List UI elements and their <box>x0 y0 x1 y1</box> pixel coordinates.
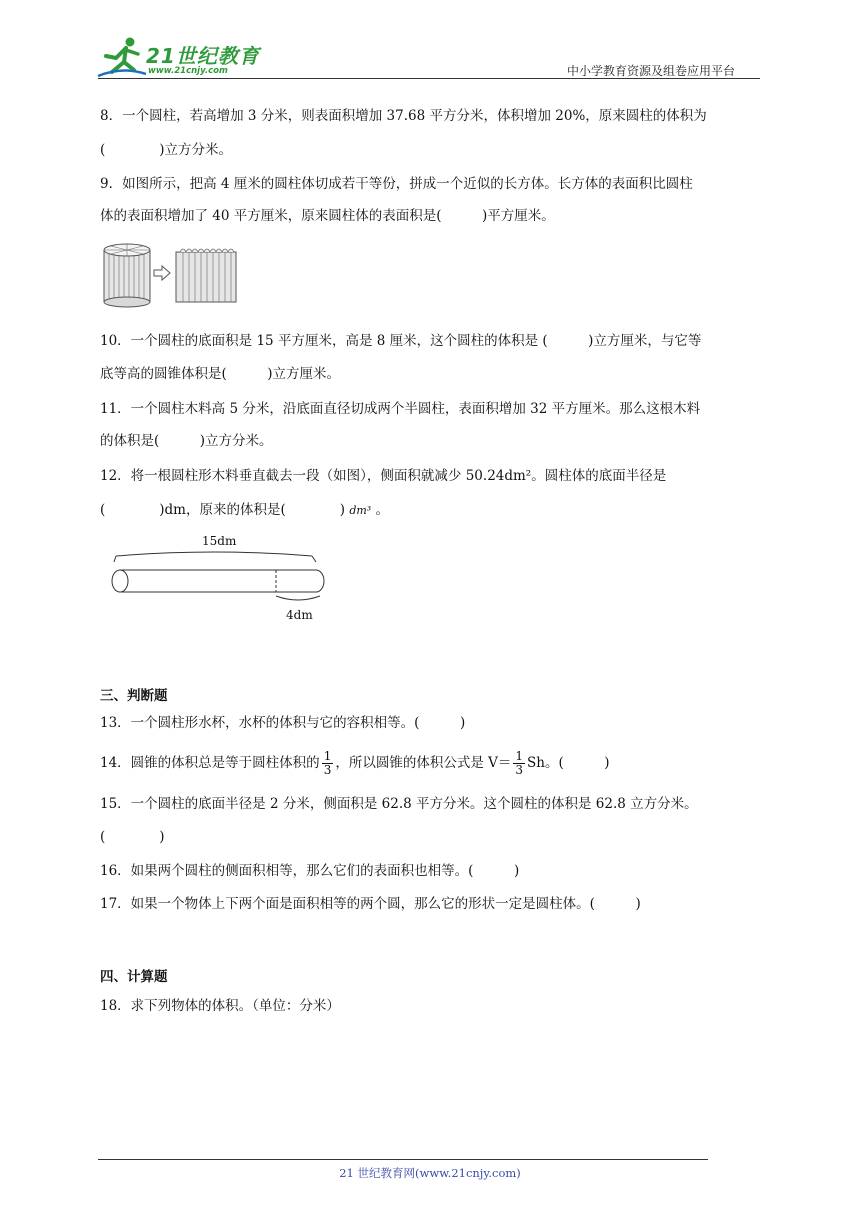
header-rule <box>98 78 760 79</box>
question-12-text: ( )dm，原来的体积是( ) <box>100 502 346 518</box>
question-14-part-1: 14．圆锥的体积总是等于圆柱体积的 <box>100 755 320 771</box>
fraction-denominator: 3 <box>515 762 524 777</box>
question-15-line-1: 15．一个圆柱的底面半径是 2 分米，侧面积是 62.8 平方分米。这个圆柱的体积是 62.8 立方分米。 <box>100 796 698 812</box>
question-8-line-2: ( )立方分米。 <box>100 142 233 158</box>
question-15-line-2: ( ) <box>100 829 165 845</box>
section-3-title: 三、判断题 <box>100 688 168 704</box>
question-9-line-1: 9．如图所示，把高 4 厘米的圆柱体切成若干等份，拼成一个近似的长方体。长方体的表面积比圆柱 <box>100 176 693 192</box>
fraction-numerator: 1 <box>323 748 332 763</box>
fraction-denominator: 3 <box>323 762 332 777</box>
question-8-line-1: 8．一个圆柱，若高增加 3 分米，则表面积增加 37.68 平方分米，体积增加 20%，原来圆柱的体积为 <box>100 108 707 124</box>
cuboid-shape <box>176 249 236 302</box>
log-figure <box>104 532 344 632</box>
length-label-15dm: 15dm <box>202 534 237 548</box>
cylinder-to-cuboid-figure <box>100 240 240 308</box>
question-10-line-1: 10．一个圆柱的底面积是 15 平方厘米，高是 8 厘米，这个圆柱的体积是 ( )立方厘米，与它等 <box>100 333 702 349</box>
logo-runner-icon <box>96 36 148 78</box>
question-14-part-2: ，所以圆锥的体积公式是 V＝ <box>335 755 512 771</box>
unit-dm3: dm³ <box>349 504 372 517</box>
fraction-one-third-formula <box>513 750 525 777</box>
logo-sub-text: www.21cnjy.com <box>148 66 228 76</box>
logo-main-text: 21世纪教育 <box>146 44 260 68</box>
footer-rule <box>98 1159 708 1160</box>
fraction-numerator: 1 <box>515 748 524 763</box>
length-label-4dm: 4dm <box>286 608 313 622</box>
fraction-one-third <box>322 750 334 777</box>
cylinder-shape <box>104 244 150 307</box>
question-11-line-2: 的体积是( )立方分米。 <box>100 433 273 449</box>
question-13: 13．一个圆柱形水杯，水杯的体积与它的容积相等。( ) <box>100 715 466 731</box>
footer-text: 21 世纪教育网(www.21cnjy.com) <box>339 1166 521 1180</box>
question-18: 18．求下列物体的体积。（单位：分米） <box>100 998 340 1014</box>
platform-name: 中小学教育资源及组卷应用平台 <box>567 64 736 78</box>
section-4-title: 四、计算题 <box>100 969 168 985</box>
question-17: 17．如果一个物体上下两个面是面积相等的两个圆，那么它的形状一定是圆柱体。( ) <box>100 896 641 912</box>
question-12-line-1: 12．将一根圆柱形木料垂直截去一段（如图），侧面积就减少 50.24dm²。圆柱体的底面半径是 <box>100 468 667 484</box>
question-9-line-2: 体的表面积增加了 40 平方厘米，原来圆柱体的表面积是( )平方厘米。 <box>100 208 555 224</box>
header <box>0 0 860 90</box>
question-16: 16．如果两个圆柱的侧面积相等，那么它们的表面积也相等。( ) <box>100 863 520 879</box>
question-10-line-2: 底等高的圆锥体积是( )立方厘米。 <box>100 366 341 382</box>
question-11-line-1: 11．一个圆柱木料高 5 分米，沿底面直径切成两个半圆柱，表面积增加 32 平方厘米。那么这根木料 <box>100 401 701 417</box>
question-12-line-2 <box>100 500 389 521</box>
question-14 <box>100 746 610 780</box>
arrow-right-icon <box>154 266 170 280</box>
question-14-part-3: Sh。( ) <box>527 755 610 771</box>
question-12-end: 。 <box>375 502 389 518</box>
